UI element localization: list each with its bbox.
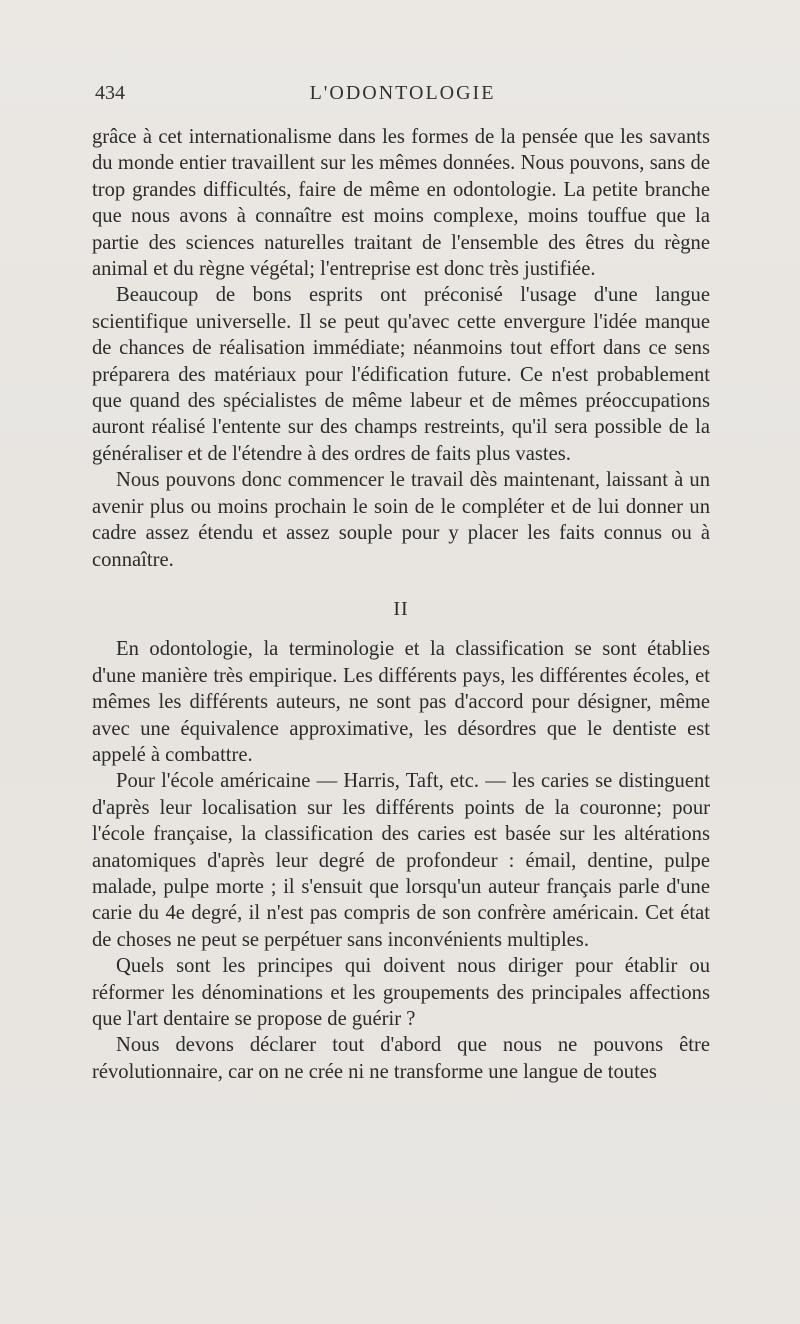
paragraph-5: Pour l'école américaine — Harris, Taft, etc. — les caries se distinguent d'après leur localisation sur les différents points de la couronne; pour l'école française, la classification des caries est basée sur les altérations anatomiques d'après leur degré de profondeur : émail, dentine, pulpe malade, pulpe morte ; il s'ensuit que lorsqu'un auteur français parle d'une carie du 4e degré, il n'est pas compris de son confrère américain. Cet état de choses ne peut se perpétuer sans inconvénients multiples. <box>92 770 710 951</box>
paragraph-6: Quels sont les principes qui doivent nous diriger pour établir ou réformer les dénominations et les groupements des principales affections que l'art dentaire se propose de guérir ? <box>92 955 710 1030</box>
running-title: L'ODONTOLOGIE <box>309 82 496 104</box>
section-heading: II <box>393 597 409 620</box>
paragraph-3: Nous pouvons donc commencer le travail dès maintenant, laissant à un avenir plus ou moins prochain le soin de le compléter et de lui donner un cadre assez étendu et assez souple pour y placer les faits connus ou à connaître. <box>92 469 710 571</box>
body-text <box>92 124 710 1085</box>
paragraph-1: grâce à cet internationalisme dans les formes de la pensée que les savants du monde entier travaillent sur les mêmes données. Nous pouvons, sans de trop grandes difficultés, faire de même en odontologie. La petite branche que nous avons à connaître est moins complexe, moins touffue que la partie des sciences naturelles traitant de l'ensemble des êtres du règne animal et du règne végétal; l'entreprise est donc très justifiée. <box>92 126 710 281</box>
page-number: 434 <box>95 82 125 104</box>
paragraph-2: Beaucoup de bons esprits ont préconisé l'usage d'une langue scientifique universelle. Il se peut qu'avec cette envergure l'idée manque de chances de réalisation immédiate; néanmoins tout effort dans ce sens préparera des matériaux pour l'édification future. Ce n'est probablement que quand des spécialistes de même labeur et de mêmes préoccupations auront réalisé l'entente sur des champs restreints, qu'il sera possible de la généraliser et de l'étendre à des ordres de faits plus vastes. <box>92 284 710 465</box>
paragraph-4: En odontologie, la terminologie et la classification se sont établies d'une manière très empirique. Les différents pays, les différentes écoles, et mêmes les différents auteurs, ne sont pas d'accord pour désigner, même avec une équivalence approximative, les désordres que le dentiste est appelé à combattre. <box>92 638 710 766</box>
page-header <box>95 82 710 112</box>
paragraph-7: Nous devons déclarer tout d'abord que nous ne pouvons être révolutionnaire, car on ne crée ni ne transforme une langue de toutes <box>92 1034 710 1083</box>
